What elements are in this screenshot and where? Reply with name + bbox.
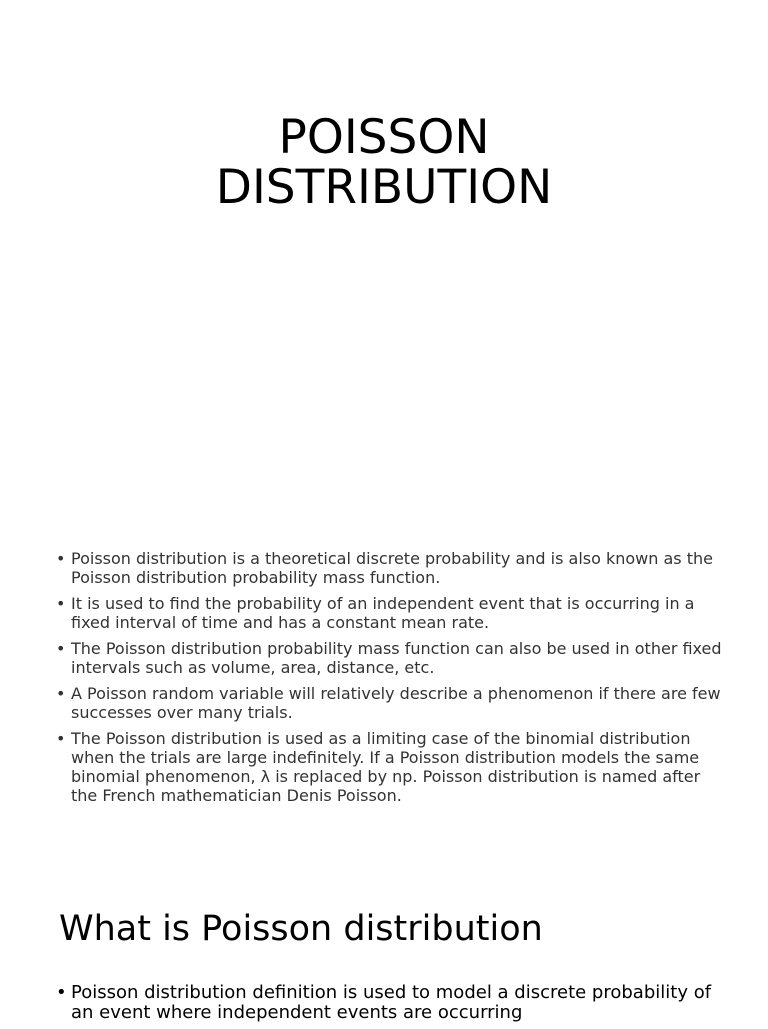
bullet-icon: • (56, 549, 66, 568)
list-item-text: A Poisson random variable will relatively describe a phenomenon if there are few successes over many trials. (71, 683, 721, 722)
list-item-text: The Poisson distribution probability mass function can also be used in other fixed intervals such as volume, area, distance, etc. (71, 638, 722, 678)
bullet-icon: • (56, 638, 66, 658)
list-item-text: The Poisson distribution is used as a limiting case of the binomial distribution when the trials are large indefinitely. If a Poisson distribution models the same binomial phenomenon, λ is replaced by np. Poisson distribution is named after the French mathematician Denis Poisson. (71, 728, 701, 806)
list-item (56, 594, 726, 633)
list-item (56, 684, 726, 723)
list-item (56, 639, 726, 678)
page-title (0, 110, 768, 215)
list-item-text: Poisson distribution is a theoretical discrete probability and is also known as the Poisson distribution probability mass function. (71, 549, 713, 588)
list-item-text: It is used to find the probability of an independent event that is occurring in a fixed interval of time and has a constant mean rate. (71, 593, 695, 633)
bullet-icon: • (56, 982, 67, 1003)
definition-bullet-list (56, 983, 726, 1029)
title-line-2: DISTRIBUTION (215, 160, 553, 215)
list-item (56, 983, 726, 1023)
title-line-1: POISSON (278, 110, 490, 165)
list-item-text: Poisson distribution definition is used to model a discrete probability of an event where independent events are occurring (71, 982, 712, 1023)
bullet-icon: • (56, 683, 66, 703)
intro-bullet-list (56, 549, 726, 812)
bullet-icon: • (56, 593, 66, 613)
section-heading: What is Poisson distribution (59, 909, 543, 949)
bullet-icon: • (56, 728, 66, 748)
list-item (56, 729, 726, 806)
list-item (56, 549, 726, 588)
